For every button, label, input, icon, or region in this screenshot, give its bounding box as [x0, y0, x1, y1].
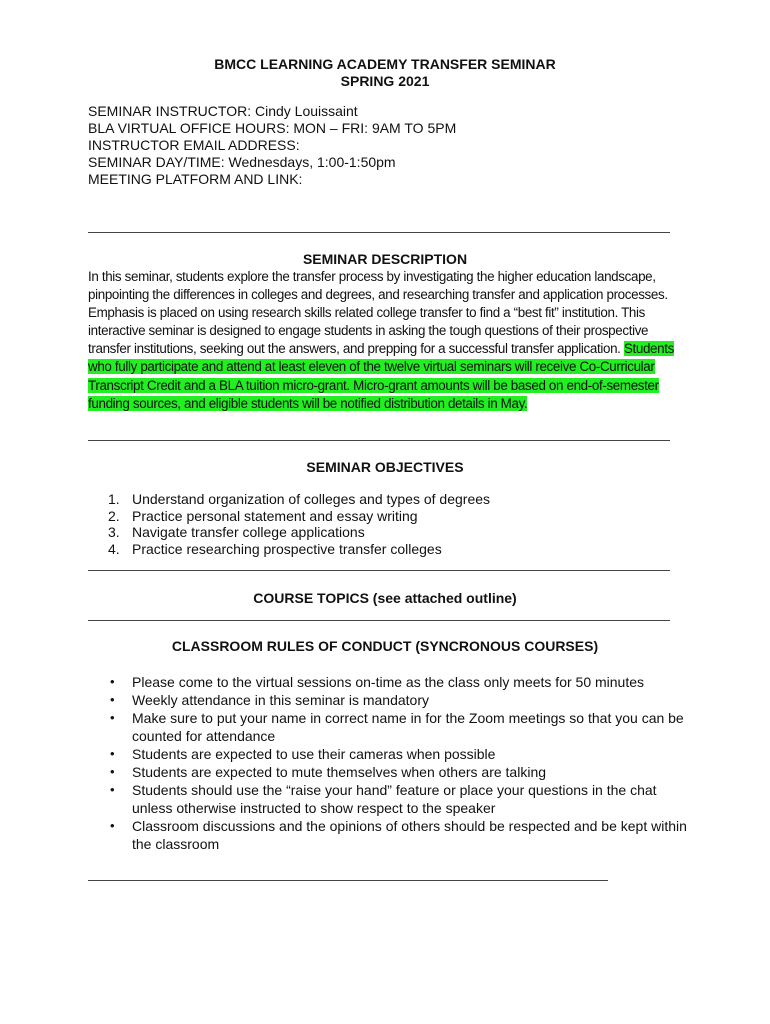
bullet-icon: •	[110, 746, 115, 761]
divider	[88, 232, 670, 233]
list-item: • Weekly attendance in this seminar is mandatory	[110, 692, 429, 708]
description-highlight: Students who fully participate and attend at least eleven of the twelve virtual seminars will receive Co-Curricular Transcript Credit and a BLA tuition micro-grant. Micro-grant amounts will be based on end-of-semester funding sources, and eligible students will be notified distribution details in May.	[88, 341, 674, 411]
instructor-line: SEMINAR INSTRUCTOR: Cindy Louissaint	[88, 103, 358, 119]
office-hours-line: BLA VIRTUAL OFFICE HOURS: MON – FRI: 9AM TO 5PM	[88, 120, 457, 136]
bullet-icon: •	[110, 782, 115, 797]
list-item: 1. Understand organization of colleges and types of degrees	[108, 491, 491, 507]
email-line: INSTRUCTOR EMAIL ADDRESS:	[88, 137, 300, 153]
day-time-line: SEMINAR DAY/TIME: Wednesdays, 1:00-1:50pm	[88, 154, 396, 170]
divider	[88, 880, 608, 881]
objectives-heading: SEMINAR OBJECTIVES	[306, 459, 464, 475]
list-item: 3. Navigate transfer college applications	[108, 524, 365, 541]
objectives-list	[88, 491, 490, 557]
divider	[88, 620, 670, 621]
rules-heading: CLASSROOM RULES OF CONDUCT (SYNCRONOUS COURSES)	[171, 638, 599, 654]
description-heading: SEMINAR DESCRIPTION	[302, 251, 468, 267]
list-item: 2. Practice personal statement and essay writing	[108, 507, 418, 524]
description-body: In this seminar, students explore the transfer process by investigating the higher education landscape, pinpointing the differences in colleges and degrees, and researching transfer and application processes. Emphasis is placed on using research skills related college transfer to find a “best fit” institution. This interactive seminar is designed to engage students in asking the tough questions of their prospective transfer institutions, seeking out the answers, and prepping for a successful transfer application.	[88, 269, 668, 357]
divider	[88, 440, 670, 441]
bullet-icon: •	[110, 764, 115, 779]
document-title: BMCC LEARNING ACADEMY TRANSFER SEMINAR	[214, 56, 556, 72]
list-item: • Make sure to put your name in correct name in for the Zoom meetings so that you can be counted for attendance	[110, 710, 684, 744]
list-item: • Students are expected to use their cameras when possible	[110, 746, 496, 762]
document-subtitle: SPRING 2021	[340, 73, 430, 89]
bullet-icon: •	[110, 692, 115, 707]
platform-line: MEETING PLATFORM AND LINK:	[88, 171, 303, 187]
bullet-icon: •	[110, 818, 115, 833]
list-item: • Please come to the virtual sessions on-time as the class only meets for 50 minutes	[110, 674, 645, 690]
description-text	[88, 268, 688, 413]
topics-heading: COURSE TOPICS (see attached outline)	[253, 590, 517, 606]
bullet-icon: •	[110, 710, 115, 725]
list-item: • Classroom discussions and the opinions of others should be respected and be kept within the classroom	[110, 818, 687, 852]
list-item: 4. Practice researching prospective transfer colleges	[108, 540, 442, 557]
list-item: • Students are expected to mute themselves when others are talking	[110, 764, 547, 780]
bullet-icon: •	[110, 674, 115, 689]
divider	[88, 570, 670, 571]
rules-list	[88, 673, 688, 853]
seminar-info	[88, 103, 456, 188]
list-item: • Students should use the “raise your hand” feature or place your questions in the chat unless otherwise instructed to show respect to the speaker	[110, 782, 657, 816]
